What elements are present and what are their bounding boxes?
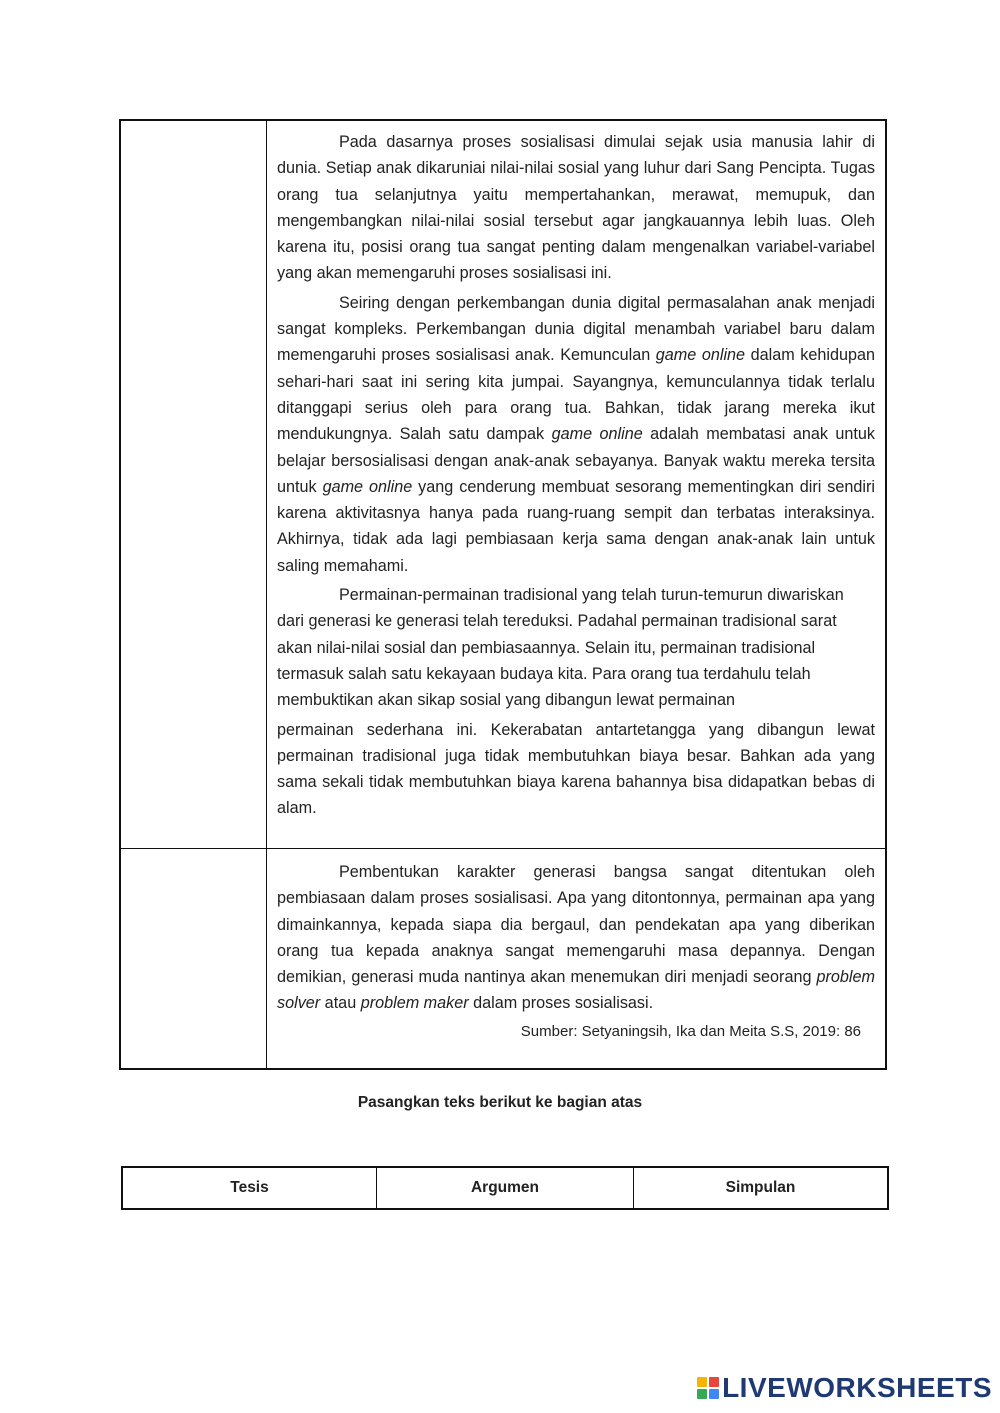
answer-thesis[interactable]: Tesis	[123, 1168, 377, 1208]
row-divider	[121, 848, 885, 849]
paragraph-1: Pada dasarnya proses sosialisasi dimulai sejak usia manusia lahir di dunia. Setiap anak dikaruniai nilai-nilai sosial yang luhur dari Sang Pencipta. Tugas orang tua selanjutnya yaitu mempertahankan, merawat, memupuk, dan mengembangkan nilai-nilai sosial tersebut agar jangkauannya lebih luas. Oleh karena itu, posisi orang tua sangat penting dalam mengenalkan variabel-variabel yang akan memengaruhi proses sosialisasi ini.	[277, 133, 875, 283]
conclusion-cell	[277, 859, 875, 1043]
essay-table	[119, 119, 887, 1070]
answer-table	[121, 1166, 889, 1210]
answer-conclusion[interactable]: Simpulan	[725, 1179, 796, 1196]
instruction-text: Pasangkan teks berikut ke bagian atas	[357, 1094, 643, 1111]
paragraph-4: Pembentukan karakter generasi bangsa sangat ditentukan oleh pembiasaan dalam proses sosialisasi. Apa yang ditontonnya, permainan apa yang dimainkannya, kepada siapa dia bergaul, dan pendekatan apa yang diberikan orang tua kepada anaknya sangat memengaruhi masa depannya. Dengan demikian, generasi muda nantinya akan menemukan diri menjadi seorang problem solver atau problem maker dalam proses sosialisasi.	[277, 863, 875, 1013]
paragraph-3: Permainan-permainan tradisional yang telah turun-temurun diwariskan dari generasi ke generasi telah tereduksi. Padahal permainan tradisional sarat akan nilai-nilai sosial dan pembiasaannya. Selain itu, permainan tradisional termasuk salah satu kekayaan budaya kita. Para orang tua terdahulu telah membuktikan akan sikap sosial yang dibangun lewat permainan	[277, 586, 844, 710]
column-divider	[266, 121, 267, 1068]
paragraph-2: Seiring dengan perkembangan dunia digital permasalahan anak menjadi sangat kompleks. Perkembangan dunia digital menambah variabel baru dalam memengaruhi proses sosialisasi anak. Kemunculan game online dalam kehidupan sehari-hari saat ini sering kita jumpai. Sayangnya, kemunculannya tidak terlalu ditanggapi serius oleh para orang tua. Bahkan, tidak jarang mereka ikut mendukungnya. Salah satu dampak game online adalah membatasi anak untuk belajar bersosialisasi dengan anak-anak sebayanya. Banyak waktu mereka tersita untuk game online yang cenderung membuat sesorang mementingkan diri sendiri karena aktivitasnya hanya pada ruang-ruang sempit dan terbatas interaksinya. Akhirnya, tidak ada lagi pembiasaan kerja sama dengan anak-anak lain untuk saling memahami.	[277, 293, 876, 575]
source-citation: Sumber: Setyaningsih, Ika dan Meita S.S, 2019: 86	[520, 1022, 861, 1040]
paragraph-3-continued: permainan sederhana ini. Kekerabatan antartetangga yang dibangun lewat permainan tradisional juga tidak membutuhkan biaya besar. Bahkan ada yang sama sekali tidak membutuhkan biaya karena bahannya bisa didapatkan bebas di alam.	[277, 720, 875, 818]
answer-argument[interactable]: Argumen	[377, 1168, 634, 1208]
liveworksheets-logo	[697, 1372, 992, 1404]
brand-name: LIVEWORKSHEETS	[722, 1372, 992, 1403]
argument-cell	[277, 129, 875, 822]
logo-icon	[697, 1377, 719, 1399]
